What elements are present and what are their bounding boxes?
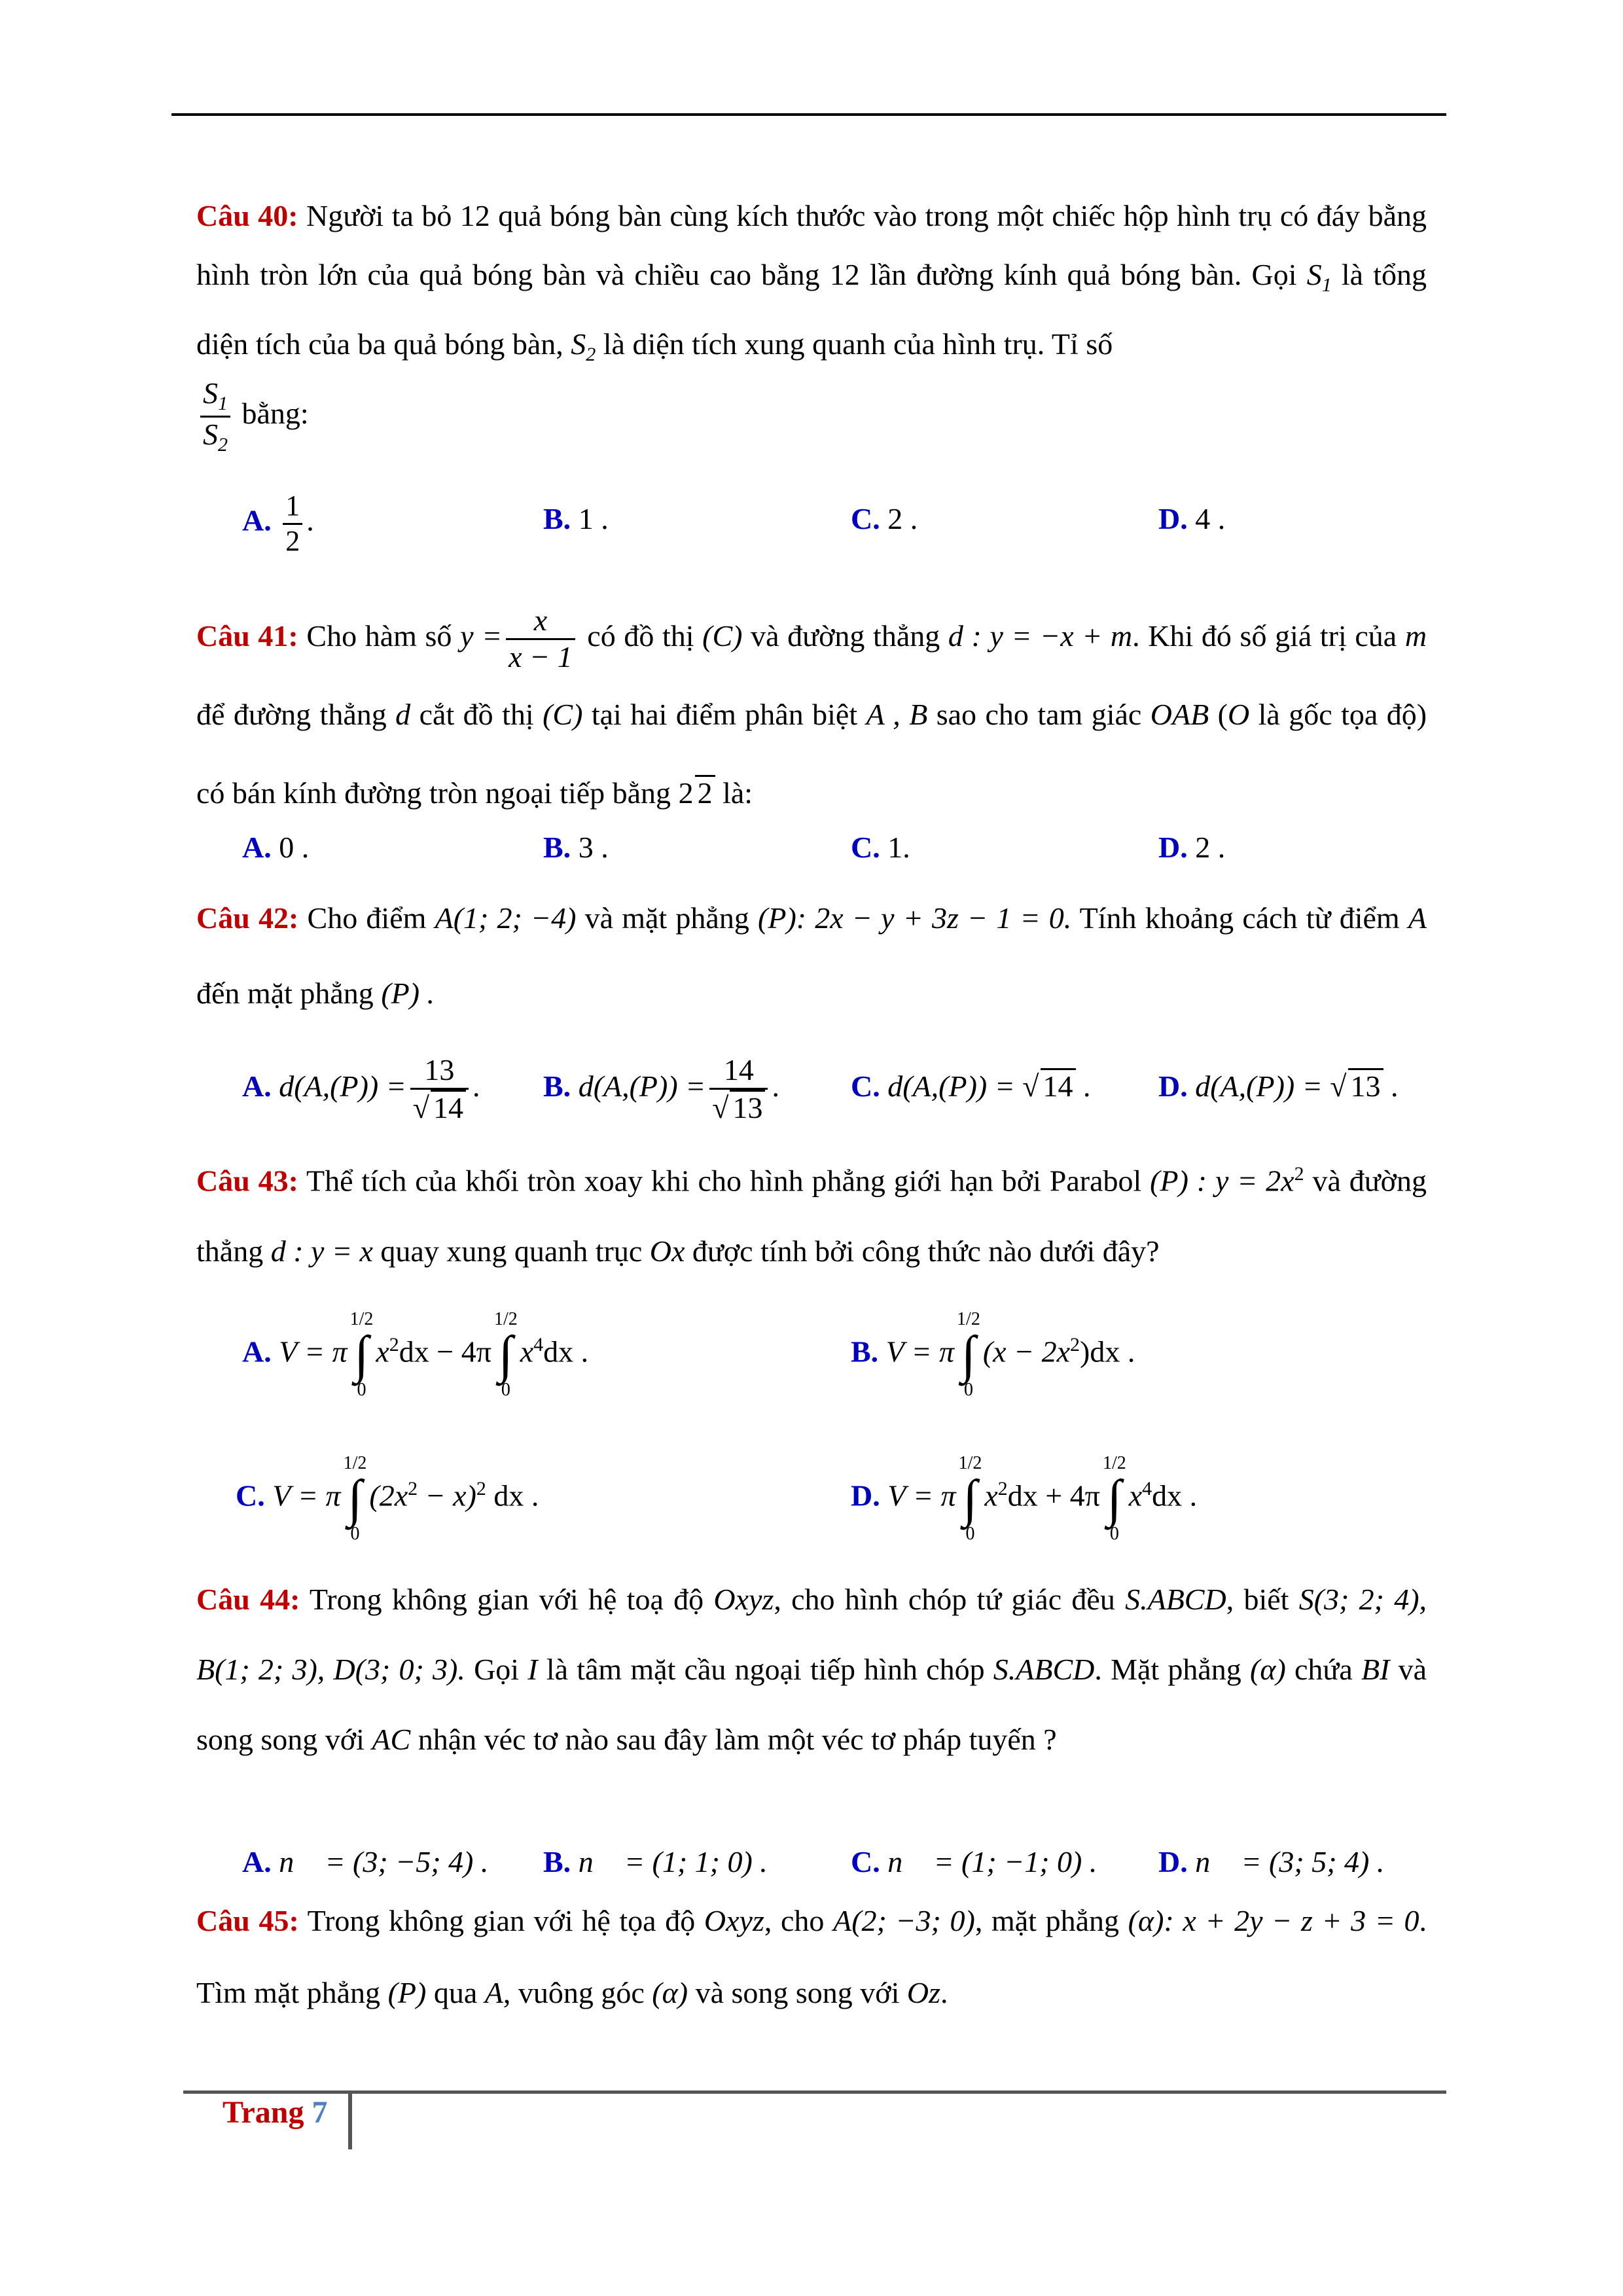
question-text: Người ta bỏ 12 quả bóng bàn cùng kích thước vào trong một chiếc hộp hình trụ có đáy bằng hình tròn lớn của quả bóng bàn và chiều cao bằng 12 lần đường kính quả bóng bàn. Gọi xyxy=(196,199,1427,291)
option-d[interactable]: D. 4 . xyxy=(1158,502,1226,535)
question-43: Câu 43: Thể tích của khối tròn xoay khi cho hình phẳng giới hạn bởi Parabol (P) : $y = 2x^2$ và đường thẳng d : y = x quay xung quanh trục Ox được tính bởi công thức nào dưới đây? xyxy=(196,1163,1427,1268)
question-40 xyxy=(196,187,1427,384)
option-a[interactable]: A. $\frac{1}{2}$ . xyxy=(242,490,314,557)
question-43-options-row2 xyxy=(236,1433,1440,1545)
function-fraction: $\frac{x}{x - 1}$ xyxy=(506,603,575,675)
ratio-fraction: $\frac{S_1}{S_2}$ xyxy=(200,376,230,456)
option-b[interactable]: B. n⃗ = (1; 1; 0) . xyxy=(543,1845,768,1878)
option-a[interactable]: A. V = π 1/2 ∫ 0 $x^2dx - 4\pi$ 1/2 ∫ 0 $x^4dx$ . xyxy=(242,1308,589,1400)
math-s1: $S_1$ xyxy=(1306,258,1332,296)
question-40-ratio xyxy=(196,376,1427,456)
question-43-options-row1 xyxy=(242,1289,1440,1401)
question-text: là tổng diện tích của ba quả bóng bàn, xyxy=(196,258,1427,361)
footer-rule xyxy=(183,2090,1446,2094)
option-d[interactable]: D. n⃗ = (3; 5; 4) . xyxy=(1158,1845,1385,1878)
question-label: Câu 40: xyxy=(196,199,298,232)
option-a[interactable]: A. d(A,(P)) = $\frac{13}{√ 14}$ . xyxy=(242,1053,480,1124)
question-41-options xyxy=(242,818,1440,877)
option-c[interactable]: C. n⃗ = (1; −1; 0) . xyxy=(851,1845,1097,1878)
option-d[interactable]: D. 2 . xyxy=(1158,831,1226,864)
question-label: Câu 44: xyxy=(196,1583,300,1616)
option-a[interactable]: A. n⃗ = (3; −5; 4) . xyxy=(242,1845,489,1878)
question-44: Câu 44: Trong không gian với hệ toạ độ Oxyz, cho hình chóp tứ giác đều S.ABCD, biết S(3; 2; 4), B(1; 2; 3), D(3; 0; 3). Gọi I là tâm mặt cầu ngoại tiếp hình chóp S.ABCD. Mặt phẳng (α) chứa BI và song song với AC nhận véc tơ nào sau đây làm một véc tơ pháp tuyến ? xyxy=(196,1583,1427,1756)
question-42-options xyxy=(242,1047,1440,1126)
option-b[interactable]: B. d(A,(P)) = $\frac{14}{√ 13}$ . xyxy=(543,1053,779,1124)
option-c[interactable]: C. d(A,(P)) = √ 14 . xyxy=(851,1069,1091,1103)
question-40-options xyxy=(242,490,1440,557)
footer-label: Trang xyxy=(223,2095,304,2130)
footer-divider xyxy=(348,2090,352,2149)
question-42: Câu 42: Cho điểm A(1; 2; −4) và mặt phẳng (P): 2x − y + 3z − 1 = 0. Tính khoảng cách từ điểm A đến mặt phẳng (P) . xyxy=(196,901,1427,1010)
option-d[interactable]: D. d(A,(P)) = √ 13 . xyxy=(1158,1069,1399,1103)
option-c[interactable]: C. 1. xyxy=(851,831,910,864)
header-rule xyxy=(171,113,1446,116)
question-label: Câu 45: xyxy=(196,1904,299,1937)
question-text: là diện tích xung quanh của hình trụ. Tỉ số xyxy=(603,327,1113,361)
math-s2: $S_2$ xyxy=(571,327,596,366)
page-number: 7 xyxy=(312,2095,328,2130)
question-41: Câu 41: Cho hàm số y = $\frac{x}{x - 1}$ có đồ thị (C) và đường thẳng d : y = −x + m. Khi đó số giá trị của m để đường thẳng d cắt đồ thị (C) tại hai điểm phân biệt A , B sao cho tam giác OAB (O là gốc tọa độ) có bán kính đường tròn ngoại tiếp bằng 2 2 là: xyxy=(196,603,1427,810)
question-44-options xyxy=(242,1833,1440,1892)
question-45: Câu 45: Trong không gian với hệ tọa độ Oxyz, cho A(2; −3; 0), mặt phẳng (α): x + 2y − z + 3 = 0. Tìm mặt phẳng (P) qua A, vuông góc (α) và song song với Oz. xyxy=(196,1904,1427,2009)
option-d[interactable]: D. V = π 1/2 ∫ 0 $x^2dx + 4\pi$ 1/2 ∫ 0 $x^4dx$ . xyxy=(851,1452,1198,1544)
question-text: bằng: xyxy=(241,396,309,430)
option-b[interactable]: B. V = π 1/2 ∫ 0 $(x - 2x^2)dx$ . xyxy=(851,1308,1135,1400)
question-label: Câu 42: xyxy=(196,901,299,935)
question-label: Câu 41: xyxy=(196,619,298,653)
option-c[interactable]: C. V = π 1/2 ∫ 0 $(2x^2 - x)^2$ dx . xyxy=(236,1452,539,1544)
option-b[interactable]: B. 3 . xyxy=(543,831,609,864)
sqrt-2: 2 xyxy=(695,775,715,810)
option-a[interactable]: A. 0 . xyxy=(242,831,310,864)
page-footer xyxy=(223,2094,327,2130)
option-c[interactable]: C. 2 . xyxy=(851,502,918,535)
question-label: Câu 43: xyxy=(196,1164,298,1198)
option-b[interactable]: B. 1 . xyxy=(543,502,609,535)
